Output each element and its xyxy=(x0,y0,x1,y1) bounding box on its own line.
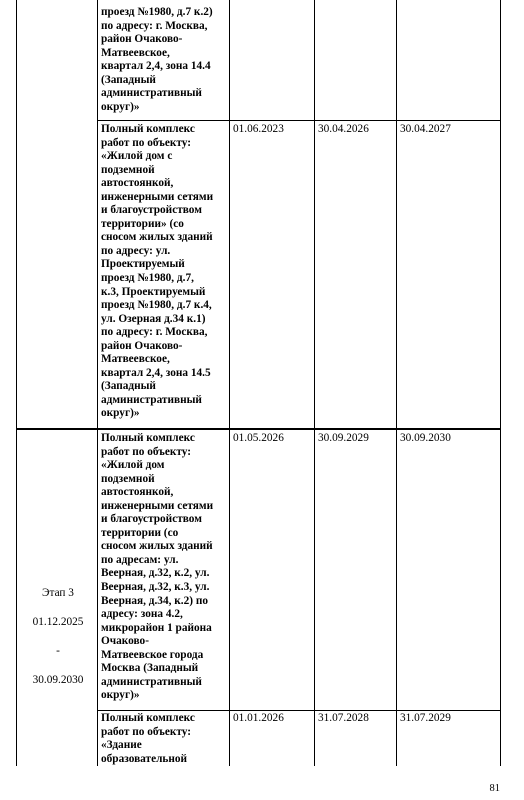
end-date: 30.04.2026 xyxy=(318,123,369,135)
start-date: 01.01.2026 xyxy=(233,712,284,724)
table-border-right xyxy=(500,0,501,766)
deadline-date: 30.09.2030 xyxy=(400,432,451,444)
stage-divider xyxy=(16,428,501,430)
end-date: 30.09.2029 xyxy=(318,432,369,444)
page-number: 81 xyxy=(489,783,500,794)
start-date: 01.06.2023 xyxy=(233,123,284,135)
stage-cell xyxy=(20,571,96,702)
table-col-divider-4 xyxy=(396,0,397,766)
deadline-date: 31.07.2029 xyxy=(400,712,451,724)
row-divider-1 xyxy=(97,120,501,121)
stage-start: 01.12.2025 xyxy=(32,615,84,628)
row-description: Полный комплекс работ по объекту: «Жилой дом подземной автостоянкой, инженерными сетями и благоустройством территории (со сносом жилых зданий по адресам: ул. Веерная, д.32, к.2, ул. Веерная, д.32, к.3, ул. Веерная, д.34, к.2) по адресу: зона 4.2, микрорайон 1 района Очаково- Матвеевское города Москва (Западный административный округ)» xyxy=(101,432,214,702)
start-date: 01.05.2026 xyxy=(233,432,284,444)
deadline-date: 30.04.2027 xyxy=(400,123,451,135)
row-divider-3 xyxy=(97,710,501,711)
row-description: Полный комплекс работ по объекту: «Жилой дом с подземной автостоянкой, инженерными сетями и благоустройством территории» (со сносом жилых зданий по адресу: ул. Проектируемый проезд №1980, д.7, к.3, Проектируемый проезд №1980, д.7 к.4, ул. Озерная д.34 к.1) по адресу: г. Москва, район Очаково- Матвеевское, квартал 2,4, зона 14.5 (Западный административный округ)» xyxy=(101,123,214,420)
row-description: проезд №1980, д.7 к.2) по адресу: г. Москва, район Очаково- Матвеевское, квартал 2,4, зона 14.4 (Западный административный округ)» xyxy=(101,6,213,113)
table-border-left xyxy=(16,0,17,766)
table-col-divider-3 xyxy=(314,0,315,766)
table-col-divider-1 xyxy=(97,0,98,766)
stage-end: 30.09.2030 xyxy=(32,673,84,686)
stage-name: Этап 3 xyxy=(42,586,74,599)
table-col-divider-2 xyxy=(229,0,230,766)
end-date: 31.07.2028 xyxy=(318,712,369,724)
stage-dash: - xyxy=(56,644,60,657)
row-description: Полный комплекс работ по объекту: «Здание образовательной xyxy=(101,712,195,765)
